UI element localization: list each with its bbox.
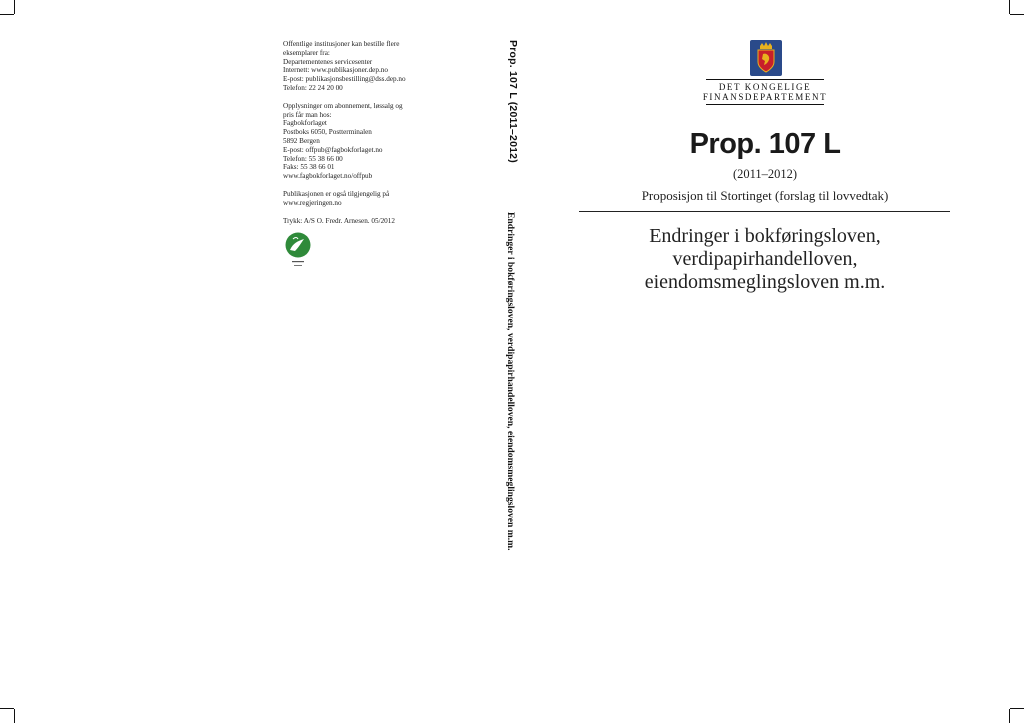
crop-mark: [0, 14, 14, 15]
order-info-line: Internett: www.publikasjoner.dep.no: [283, 66, 388, 75]
prop-subtitle: Proposisjon til Stortinget (forslag til lovvedtak): [641, 188, 889, 203]
order-info-line: E-post: publikasjonsbestilling@dss.dep.no: [283, 75, 406, 84]
crop-mark: [14, 0, 15, 14]
print-info-block: [283, 217, 433, 226]
order-info-line: Departementenes servicesenter: [283, 57, 373, 66]
document-title: [580, 225, 950, 294]
order-info-line: Telefon: 22 24 20 00: [283, 83, 343, 92]
online-info-line: Publikasjonen er også tilgjengelig på: [283, 189, 390, 198]
title-line: verdipapirhandelloven,: [672, 248, 858, 270]
subscription-info-line: Faks: 55 38 66 01: [283, 163, 335, 172]
subscription-info-line: E-post: offpub@fagbokforlaget.no: [283, 145, 383, 154]
online-info-block: [283, 190, 433, 208]
spine-prop-number: Prop. 107 L (2011–2012): [507, 40, 519, 163]
session-years: (2011–2012): [732, 167, 798, 181]
subscription-info-line: Fagbokforlaget: [283, 119, 327, 128]
subscription-info-line: Postboks 6050, Postterminalen: [283, 128, 372, 137]
crop-mark: [1010, 708, 1024, 709]
back-cover-info: [283, 40, 433, 234]
title-divider: [579, 211, 950, 212]
subscription-info-block: [283, 102, 433, 181]
ministry-line-1: DET KONGELIGE: [718, 82, 812, 92]
print-info: Trykk: A/S O. Fredr. Arnesen. 05/2012: [283, 216, 395, 225]
order-info-line: eksemplarer fra:: [283, 48, 330, 57]
ecolabel-icon: [284, 231, 312, 271]
crop-mark: [1010, 14, 1024, 15]
title-line: eiendomsmeglingsloven m.m.: [644, 271, 886, 293]
spine-title: Endringer i bokføringsloven, verdipapirhandelloven, eiendomsmeglingsloven m.m.: [505, 212, 516, 551]
subscription-info-line: Opplysninger om abonnement, løssalg og: [283, 101, 403, 110]
ministry-name: [690, 77, 840, 107]
order-info-block: [283, 40, 433, 93]
crop-mark: [1009, 0, 1010, 14]
subscription-info-line: Telefon: 55 38 66 00: [283, 154, 343, 163]
ministry-rule: [706, 79, 824, 80]
crop-mark: [0, 708, 14, 709]
ministry-line-2: FINANSDEPARTEMENT: [702, 92, 828, 102]
title-line: Endringer i bokføringsloven,: [649, 225, 881, 247]
order-info-line: Offentlige institusjoner kan bestille flere: [283, 40, 400, 48]
subscription-info-line: 5892 Bergen: [283, 136, 320, 145]
royal-crest-icon: [750, 40, 782, 76]
crop-mark: [1009, 709, 1010, 723]
subscription-info-line: www.fagbokforlaget.no/offpub: [283, 172, 373, 181]
online-info-line: www.regjeringen.no: [283, 198, 342, 207]
subscription-info-line: pris får man hos:: [283, 110, 332, 119]
crop-mark: [14, 709, 15, 723]
ministry-rule: [706, 104, 824, 105]
prop-number: Prop. 107 L: [689, 128, 841, 160]
